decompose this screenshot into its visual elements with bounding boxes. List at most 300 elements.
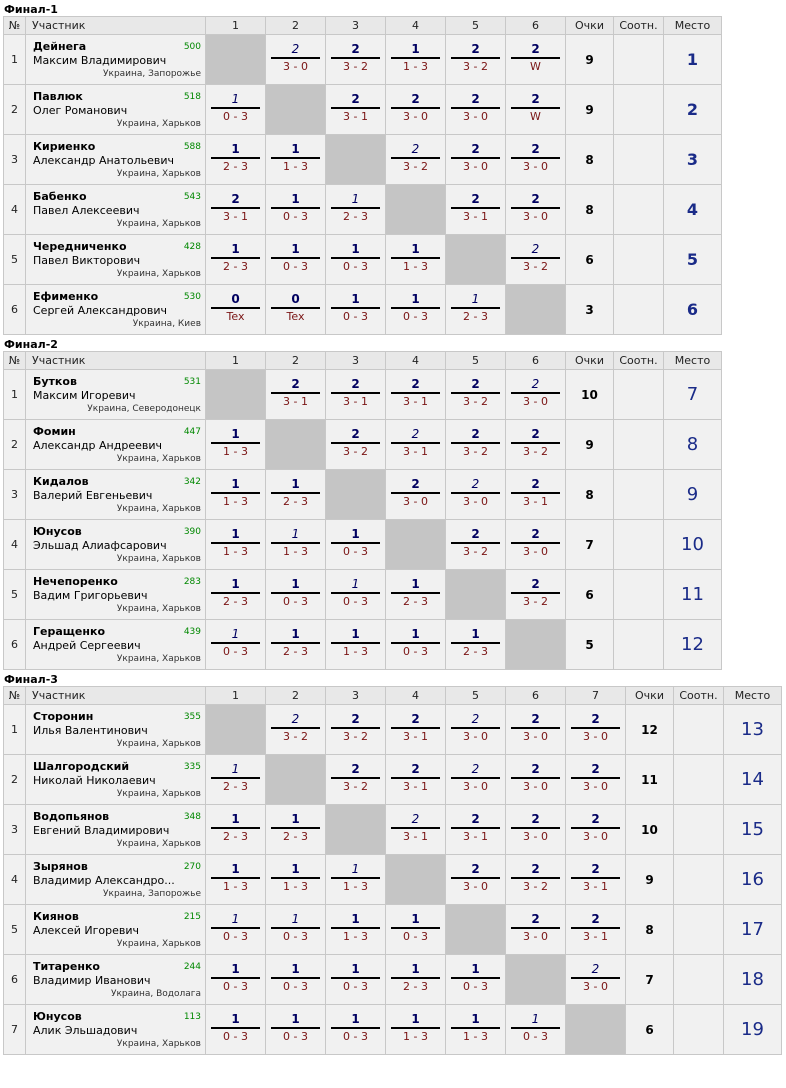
- match-cell[interactable]: [206, 1005, 266, 1055]
- player-location: Украина, Харьков: [116, 839, 201, 849]
- player-first-name: Сергей Александрович: [33, 304, 168, 317]
- match-score: 0 - 3: [343, 595, 368, 608]
- match-points: 2: [531, 912, 540, 926]
- place-cell: 4: [664, 185, 722, 235]
- match-cell[interactable]: [566, 855, 626, 905]
- player-last-name[interactable]: Ефименко: [33, 290, 99, 303]
- col-header-opponent: 3: [326, 17, 386, 35]
- match-points: 2: [471, 527, 480, 541]
- divider: [391, 307, 440, 309]
- place-cell: 2: [664, 85, 722, 135]
- header-row: [4, 17, 722, 35]
- match-score: 3 - 1: [403, 780, 428, 793]
- player-cell[interactable]: [26, 620, 206, 670]
- self-cell: [446, 570, 506, 620]
- match-points: 1: [291, 577, 300, 591]
- ratio-cell: [674, 855, 724, 905]
- match-cell[interactable]: [446, 1005, 506, 1055]
- match-cell[interactable]: [446, 705, 506, 755]
- match-points: 2: [351, 712, 360, 726]
- divider: [391, 1027, 440, 1029]
- match-points: 1: [231, 962, 240, 976]
- divider: [511, 727, 560, 729]
- divider: [511, 57, 560, 59]
- table-row: [4, 1005, 782, 1055]
- match-score: 1 - 3: [343, 930, 368, 943]
- player-last-name[interactable]: Чередниченко: [33, 240, 127, 253]
- match-score: 2 - 3: [223, 595, 248, 608]
- player-rating: 531: [183, 377, 201, 387]
- col-header-opponent: 4: [386, 17, 446, 35]
- player-cell[interactable]: [26, 135, 206, 185]
- col-header-opponent: 3: [326, 687, 386, 705]
- match-points: 2: [531, 377, 540, 391]
- match-score: 3 - 0: [463, 880, 488, 893]
- match-cell[interactable]: [446, 35, 506, 85]
- match-points: 1: [531, 1012, 540, 1026]
- table-row: [4, 185, 722, 235]
- player-last-name[interactable]: Юнусов: [33, 525, 82, 538]
- match-points: 2: [351, 42, 360, 56]
- divider: [451, 57, 500, 59]
- divider: [571, 827, 620, 829]
- divider: [451, 777, 500, 779]
- match-cell[interactable]: [446, 755, 506, 805]
- match-points: 2: [351, 377, 360, 391]
- player-rating: 447: [183, 427, 201, 437]
- match-cell[interactable]: [326, 755, 386, 805]
- match-cell[interactable]: [446, 135, 506, 185]
- self-cell: [206, 705, 266, 755]
- player-cell[interactable]: [26, 1005, 206, 1055]
- match-cell[interactable]: [446, 420, 506, 470]
- match-cell[interactable]: [266, 185, 326, 235]
- match-cell[interactable]: [266, 135, 326, 185]
- player-cell[interactable]: [26, 35, 206, 85]
- match-cell[interactable]: [386, 370, 446, 420]
- match-points: 1: [231, 242, 240, 256]
- col-header-opponent: 4: [386, 352, 446, 370]
- place-cell: 11: [664, 570, 722, 620]
- player-cell[interactable]: [26, 755, 206, 805]
- match-cell[interactable]: [206, 520, 266, 570]
- player-last-name[interactable]: Павлюк: [33, 90, 83, 103]
- match-score: 3 - 1: [283, 395, 308, 408]
- player-cell[interactable]: [26, 285, 206, 335]
- player-cell[interactable]: [26, 235, 206, 285]
- match-cell[interactable]: [326, 185, 386, 235]
- match-cell[interactable]: [506, 420, 566, 470]
- player-location: Украина, Харьков: [116, 739, 201, 749]
- match-cell[interactable]: [446, 185, 506, 235]
- divider: [391, 107, 440, 109]
- player-cell[interactable]: [26, 420, 206, 470]
- match-cell[interactable]: [206, 620, 266, 670]
- match-cell[interactable]: [206, 570, 266, 620]
- divider: [331, 727, 380, 729]
- match-cell[interactable]: [506, 805, 566, 855]
- divider: [451, 307, 500, 309]
- divider: [331, 927, 380, 929]
- match-cell[interactable]: [386, 755, 446, 805]
- match-cell[interactable]: [326, 35, 386, 85]
- match-cell[interactable]: [206, 235, 266, 285]
- match-cell[interactable]: [386, 470, 446, 520]
- player-first-name: Николай Николаевич: [33, 774, 156, 787]
- match-score: 1 - 3: [343, 880, 368, 893]
- match-points: 2: [351, 762, 360, 776]
- player-cell[interactable]: [26, 470, 206, 520]
- col-header-opponent: 1: [206, 17, 266, 35]
- match-cell[interactable]: [446, 620, 506, 670]
- match-score: 0 - 3: [343, 260, 368, 273]
- match-cell[interactable]: [326, 85, 386, 135]
- player-cell[interactable]: [26, 855, 206, 905]
- total-points: 9: [566, 35, 614, 85]
- col-header-opponent: 6: [506, 687, 566, 705]
- match-points: 1: [231, 477, 240, 491]
- player-cell[interactable]: [26, 905, 206, 955]
- col-header-ratio: Соотн.: [614, 17, 664, 35]
- match-cell[interactable]: [506, 35, 566, 85]
- divider: [511, 827, 560, 829]
- match-cell[interactable]: [506, 370, 566, 420]
- divider: [511, 257, 560, 259]
- match-cell[interactable]: [266, 905, 326, 955]
- match-points: 2: [531, 427, 540, 441]
- match-cell[interactable]: [266, 520, 326, 570]
- match-cell[interactable]: [206, 855, 266, 905]
- match-cell[interactable]: [566, 955, 626, 1005]
- match-score: 3 - 0: [523, 830, 548, 843]
- match-score: 3 - 2: [523, 595, 548, 608]
- match-cell[interactable]: [266, 470, 326, 520]
- match-cell[interactable]: [506, 85, 566, 135]
- match-cell[interactable]: [206, 85, 266, 135]
- col-header-opponent: 5: [446, 352, 506, 370]
- match-cell[interactable]: [386, 620, 446, 670]
- divider: [391, 777, 440, 779]
- match-cell[interactable]: [326, 370, 386, 420]
- player-last-name[interactable]: Бабенко: [33, 190, 87, 203]
- match-cell[interactable]: [266, 285, 326, 335]
- match-score: 0 - 3: [343, 545, 368, 558]
- player-last-name[interactable]: Геращенко: [33, 625, 106, 638]
- match-score: 3 - 0: [583, 780, 608, 793]
- match-cell[interactable]: [506, 570, 566, 620]
- divider: [271, 542, 320, 544]
- match-cell[interactable]: [506, 470, 566, 520]
- col-header-opponent: 3: [326, 352, 386, 370]
- col-header-opponent: 1: [206, 352, 266, 370]
- player-last-name[interactable]: Киянов: [33, 910, 79, 923]
- player-last-name[interactable]: Юнусов: [33, 1010, 82, 1023]
- match-cell[interactable]: [566, 905, 626, 955]
- match-cell[interactable]: [386, 570, 446, 620]
- self-cell: [206, 370, 266, 420]
- player-cell[interactable]: [26, 705, 206, 755]
- player-last-name[interactable]: Дейнега: [33, 40, 87, 53]
- match-cell[interactable]: [266, 805, 326, 855]
- match-cell[interactable]: [386, 85, 446, 135]
- match-points: 1: [351, 912, 360, 926]
- divider: [511, 877, 560, 879]
- row-number: 7: [4, 1005, 26, 1055]
- row-number: 3: [4, 135, 26, 185]
- match-cell[interactable]: [326, 285, 386, 335]
- match-score: 2 - 3: [223, 260, 248, 273]
- player-first-name: Александр Андреевич: [33, 439, 163, 452]
- col-header-ratio: Соотн.: [674, 687, 724, 705]
- match-cell[interactable]: [386, 420, 446, 470]
- divider: [391, 977, 440, 979]
- match-cell[interactable]: [446, 85, 506, 135]
- divider: [451, 492, 500, 494]
- match-cell[interactable]: [506, 905, 566, 955]
- match-cell[interactable]: [266, 955, 326, 1005]
- player-cell[interactable]: [26, 185, 206, 235]
- match-score: 3 - 2: [463, 395, 488, 408]
- player-rating: 530: [183, 292, 201, 302]
- table-row: [4, 135, 722, 185]
- match-cell[interactable]: [386, 285, 446, 335]
- match-cell[interactable]: [506, 855, 566, 905]
- match-cell[interactable]: [446, 370, 506, 420]
- match-cell[interactable]: [206, 755, 266, 805]
- match-score: 3 - 0: [583, 830, 608, 843]
- player-first-name: Евгений Владимирович: [33, 824, 170, 837]
- player-last-name[interactable]: Титаренко: [33, 960, 100, 973]
- match-points: 2: [531, 242, 540, 256]
- match-cell[interactable]: [386, 705, 446, 755]
- match-score: 3 - 1: [523, 495, 548, 508]
- player-last-name[interactable]: Фомин: [33, 425, 76, 438]
- match-cell[interactable]: [386, 1005, 446, 1055]
- divider: [211, 977, 260, 979]
- match-score: 3 - 0: [583, 980, 608, 993]
- standings-table: [3, 351, 722, 670]
- match-cell[interactable]: [446, 470, 506, 520]
- match-cell[interactable]: [326, 570, 386, 620]
- divider: [511, 157, 560, 159]
- divider: [331, 307, 380, 309]
- match-cell[interactable]: [266, 570, 326, 620]
- match-cell[interactable]: [386, 905, 446, 955]
- match-cell[interactable]: [206, 470, 266, 520]
- match-points: 1: [231, 912, 240, 926]
- total-points: 8: [566, 185, 614, 235]
- match-cell[interactable]: [566, 805, 626, 855]
- table-row: [4, 855, 782, 905]
- match-cell[interactable]: [506, 185, 566, 235]
- place-cell: 14: [724, 755, 782, 805]
- match-cell[interactable]: [206, 135, 266, 185]
- divider: [271, 492, 320, 494]
- self-cell: [266, 420, 326, 470]
- match-points: 1: [351, 242, 360, 256]
- divider: [331, 442, 380, 444]
- divider: [211, 927, 260, 929]
- player-first-name: Олег Романович: [33, 104, 128, 117]
- match-cell[interactable]: [266, 705, 326, 755]
- match-cell[interactable]: [326, 705, 386, 755]
- player-last-name[interactable]: Зырянов: [33, 860, 88, 873]
- match-cell[interactable]: [206, 185, 266, 235]
- col-header-num: №: [4, 687, 26, 705]
- match-score: 0 - 3: [223, 1030, 248, 1043]
- total-points: 7: [566, 520, 614, 570]
- row-number: 4: [4, 520, 26, 570]
- match-cell[interactable]: [206, 905, 266, 955]
- place-cell: 15: [724, 805, 782, 855]
- ratio-cell: [614, 35, 664, 85]
- match-points: 1: [411, 292, 420, 306]
- match-score: 0 - 3: [283, 210, 308, 223]
- match-score: 3 - 1: [403, 395, 428, 408]
- match-cell[interactable]: [266, 235, 326, 285]
- match-cell[interactable]: [566, 705, 626, 755]
- player-last-name[interactable]: Кириенко: [33, 140, 96, 153]
- match-points: 1: [411, 577, 420, 591]
- match-cell[interactable]: [386, 805, 446, 855]
- row-number: 1: [4, 705, 26, 755]
- match-cell[interactable]: [446, 855, 506, 905]
- divider: [211, 777, 260, 779]
- match-points: 2: [531, 712, 540, 726]
- match-points: 1: [351, 577, 360, 591]
- match-score: 0 - 3: [403, 930, 428, 943]
- match-points: 2: [411, 812, 420, 826]
- table-row: [4, 755, 782, 805]
- player-location: Украина, Харьков: [116, 219, 201, 229]
- match-cell[interactable]: [206, 955, 266, 1005]
- match-cell[interactable]: [206, 805, 266, 855]
- player-cell[interactable]: [26, 85, 206, 135]
- match-cell[interactable]: [446, 285, 506, 335]
- match-points: 1: [231, 527, 240, 541]
- match-score: 3 - 0: [583, 730, 608, 743]
- match-cell[interactable]: [326, 420, 386, 470]
- match-cell[interactable]: [446, 805, 506, 855]
- col-header-num: №: [4, 17, 26, 35]
- place-cell: 19: [724, 1005, 782, 1055]
- match-cell[interactable]: [326, 620, 386, 670]
- match-cell[interactable]: [506, 1005, 566, 1055]
- match-points: 2: [471, 712, 480, 726]
- player-cell[interactable]: [26, 805, 206, 855]
- match-score: 2 - 3: [223, 830, 248, 843]
- player-last-name[interactable]: Нечепоренко: [33, 575, 118, 588]
- group-title: Финал-2: [4, 338, 58, 351]
- match-cell[interactable]: [386, 955, 446, 1005]
- match-cell[interactable]: [506, 705, 566, 755]
- divider: [511, 492, 560, 494]
- player-cell[interactable]: [26, 570, 206, 620]
- match-score: 1 - 3: [223, 545, 248, 558]
- match-points: 2: [591, 812, 600, 826]
- match-cell[interactable]: [326, 520, 386, 570]
- match-cell[interactable]: [506, 235, 566, 285]
- match-cell[interactable]: [266, 620, 326, 670]
- match-cell[interactable]: [266, 1005, 326, 1055]
- player-last-name[interactable]: Кидалов: [33, 475, 89, 488]
- divider: [511, 207, 560, 209]
- match-cell[interactable]: [386, 35, 446, 85]
- player-cell[interactable]: [26, 520, 206, 570]
- col-header-player: Участник: [26, 352, 206, 370]
- match-cell[interactable]: [326, 905, 386, 955]
- match-score: 2 - 3: [283, 830, 308, 843]
- match-cell[interactable]: [506, 520, 566, 570]
- match-points: 1: [411, 962, 420, 976]
- match-cell[interactable]: [206, 285, 266, 335]
- match-cell[interactable]: [386, 135, 446, 185]
- place-cell: 10: [664, 520, 722, 570]
- player-first-name: Эльшад Алиафсарович: [33, 539, 167, 552]
- divider: [211, 257, 260, 259]
- match-cell[interactable]: [566, 755, 626, 805]
- match-points: 1: [291, 527, 300, 541]
- match-score: 2 - 3: [343, 210, 368, 223]
- match-cell[interactable]: [266, 370, 326, 420]
- match-cell[interactable]: [386, 235, 446, 285]
- match-score: 1 - 3: [283, 160, 308, 173]
- divider: [391, 157, 440, 159]
- divider: [211, 1027, 260, 1029]
- match-score: 1 - 3: [403, 260, 428, 273]
- player-last-name[interactable]: Водопьянов: [33, 810, 110, 823]
- player-cell[interactable]: [26, 370, 206, 420]
- player-cell[interactable]: [26, 955, 206, 1005]
- match-score: 2 - 3: [223, 780, 248, 793]
- match-cell[interactable]: [326, 855, 386, 905]
- match-score: 0 - 3: [523, 1030, 548, 1043]
- divider: [571, 877, 620, 879]
- divider: [391, 642, 440, 644]
- divider: [331, 207, 380, 209]
- match-cell[interactable]: [326, 235, 386, 285]
- match-score: 0 - 3: [283, 1030, 308, 1043]
- player-location: Украина, Харьков: [116, 604, 201, 614]
- match-cell[interactable]: [326, 955, 386, 1005]
- match-cell[interactable]: [446, 520, 506, 570]
- player-last-name[interactable]: Сторонин: [33, 710, 94, 723]
- ratio-cell: [614, 185, 664, 235]
- player-last-name[interactable]: Бутков: [33, 375, 77, 388]
- col-header-points: Очки: [566, 352, 614, 370]
- match-cell[interactable]: [206, 420, 266, 470]
- match-points: 1: [231, 427, 240, 441]
- header-row: [4, 352, 722, 370]
- player-location: Украина, Харьков: [116, 504, 201, 514]
- divider: [511, 542, 560, 544]
- match-score: 3 - 0: [463, 730, 488, 743]
- ratio-cell: [674, 805, 724, 855]
- match-cell[interactable]: [506, 135, 566, 185]
- match-cell[interactable]: [446, 955, 506, 1005]
- player-last-name[interactable]: Шалгородский: [33, 760, 130, 773]
- self-cell: [506, 620, 566, 670]
- match-cell[interactable]: [506, 755, 566, 805]
- match-points: 2: [411, 427, 420, 441]
- match-points: 1: [351, 862, 360, 876]
- match-cell[interactable]: [326, 1005, 386, 1055]
- match-cell[interactable]: [266, 855, 326, 905]
- match-points: 0: [291, 292, 300, 306]
- table-row: [4, 370, 722, 420]
- match-cell[interactable]: [266, 35, 326, 85]
- total-points: 8: [566, 135, 614, 185]
